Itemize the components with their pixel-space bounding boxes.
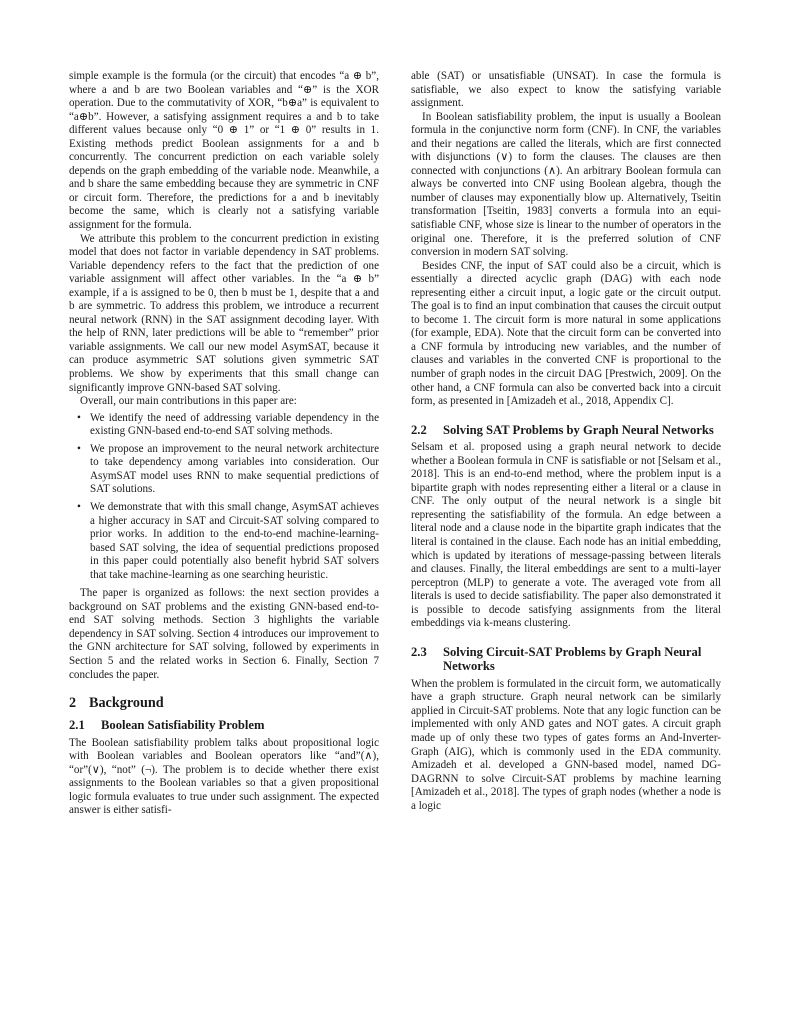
- subsection-title: Solving Circuit-SAT Problems by Graph Neural Networks: [443, 644, 702, 674]
- list-item: • We identify the need of addressing variable dependency in the existing GNN-based end-to-end SAT solving methods.: [90, 412, 379, 439]
- right-column: [411, 70, 721, 813]
- section-title: Background: [89, 695, 164, 712]
- subsection-title: Boolean Satisfiability Problem: [101, 718, 265, 733]
- section-number: 2: [69, 695, 77, 712]
- list-item: • We demonstrate that with this small change, AsymSAT achieves a higher accuracy in SAT and Circuit-SAT solving compared to prior works. In addition to the end-to-end machine-learning-based SAT solving, the idea of sequential predictions proposed in this paper could potentially also benefit hybrid SAT solvers that take machine-learning as one searching heuristic.: [90, 501, 379, 582]
- intro-paragraph-1: simple example is the formula (or the circuit) that encodes “a ⊕ b”, where a and b are two Boolean variables and “⊕” is the XOR operation. Due to the commutativity of XOR, “b⊕a” is equivalent to “a⊕b”. However, a satisfying assignment requires a and b to take different values because only “0 ⊕ 1” or “1 ⊕ 0” results in 1. Existing methods predict Boolean assignments for a and b concurrently. The concurrent prediction on each variable solely depends on the graph embedding of the variable node. Meanwhile, a and b share the same embedding because they are symmetric in CNF or circuit form. Therefore, the predictions for a and b inevitably become the same, which is clearly not a satisfying variable assignment for the formula.: [69, 70, 379, 232]
- subsection-number: 2.1: [69, 718, 85, 733]
- subsection-heading-2-1: [69, 718, 379, 733]
- subsection-number: 2.3: [411, 644, 427, 659]
- subsection-heading-2-3: [411, 645, 721, 674]
- subsection-number: 2.2: [411, 422, 427, 437]
- contributions-list: [69, 412, 379, 583]
- subsection-title: Solving SAT Problems by Graph Neural Networks: [443, 422, 714, 437]
- section-heading-background: [69, 695, 379, 712]
- section-2-1-paragraph-circuit: Besides CNF, the input of SAT could also be a circuit, which is essentially a directed acyclic graph (DAG) with each node representing either a circuit input, a logic gate or the circuit output. The goal is to find an input combination that causes the circuit output to become 1. The circuit form is more natural in some applications (for example, EDA). Note that the circuit form can be converted into a CNF formula by introducing new variables, and the number of clauses and variables in the converted CNF is proportional to the number of graph nodes in the circuit DAG [Prestwich, 2009]. On the other hand, a CNF formula can also be converted back into a circuit form, as presented in [Amizadeh et al., 2018, Appendix C].: [411, 259, 721, 408]
- section-2-1-paragraph-cnf: In Boolean satisfiability problem, the input is usually a Boolean formula in the conjunctive norm form (CNF). In CNF, the variables and their negations are called the literals, which are first connected with disjunctions (∨) to form the clauses. The clauses are then connected with conjunctions (∧). An arbitrary Boolean formula can always be converted into CNF using Boolean algebra, though the number of clauses may exponentially blow up. Alternatively, Tseitin transformation [Tseitin, 1983] converts a formula into an equi-satisfiable CNF, whose size is linear to the number of operators in the original one. Therefore, it is the preferred solution of CNF conversion in modern SAT solving.: [411, 110, 721, 259]
- intro-paragraph-3: Overall, our main contributions in this paper are:: [80, 395, 297, 408]
- intro-paragraph-4: The paper is organized as follows: the next section provides a background on SAT problems and the existing GNN-based end-to-end SAT solving methods. Section 3 highlights the variable dependency in SAT solving. Section 4 introduces our improvement to the GNN architecture for SAT solving, followed by experiments in Section 5 and the related works in Section 6. Finally, Section 7 concludes the paper.: [69, 587, 379, 681]
- section-2-1-paragraph: The Boolean satisfiability problem talks about propositional logic with Boolean variables and Boolean operators like “and”(∧), “or”(∨), “not” (¬). The problem is to decide whether there exist assignments to the Boolean variables so that a given propositional logic formula evaluates to true under such assignment. The expected answer is either satisfi-: [69, 736, 379, 817]
- section-2-3-paragraph: When the problem is formulated in the circuit form, we automatically have a graph structure. Graph neural network can be similarly applied in Circuit-SAT problems. Note that any logic function can be implemented with only AND gates and NOT gates. A circuit graph made up of only these two types of gates forms an And-Inverter-Graph (AIG), which is commonly used in the EDA community. Amizadeh et al. developed a GNN-based model, named DG-DAGRNN to solve Circuit-SAT problems by machine learning [Amizadeh et al., 2018]. The types of graph nodes (whether a node is a logic: [411, 677, 721, 812]
- subsection-heading-2-2: [411, 423, 721, 438]
- intro-paragraph-2: We attribute this problem to the concurrent prediction in existing model that does not factor in variable dependency in SAT problems. Variable dependency refers to the fact that the prediction of one variable assignment will affect other variables. In the “a ⊕ b” example, if a is assigned to be 0, then b must be 1, despite that a and b are symmetric. To address this problem, we introduce a recurrent neural network (RNN) in the SAT assignment decoding layer. With the help of RNN, later predictions will be able to “remember” prior variable assignments. We call our new model AsymSAT, because it can produce asymmetric SAT solutions given symmetric SAT problems. We show by experiments that this small change can significantly improve GNN-based SAT solving.: [69, 232, 379, 394]
- list-item: • We propose an improvement to the neural network architecture to take dependency among variables into consideration. Our AsymSAT model uses RNN to make sequential predictions of SAT solutions.: [90, 443, 379, 497]
- section-2-2-paragraph: Selsam et al. proposed using a graph neural network to decide whether a Boolean formula in CNF is satisfiable or not [Selsam et al., 2018]. This is an end-to-end method, where the problem input is a bipartite graph with nodes representing either a literal or a clause in CNF. The only output of the neural network is a single bit representing the satisfiability of the formula. An edge between a literal node and a clause node in the bipartite graph indicates that the literal is contained in the clause. Each node has an initial embedding, which is updated by iterations of message-passing between literals and clauses. Finally, the literal embeddings are sent to a multi-layer perceptron (MLP) to generate a vote. The averaged vote from all literals is used to decide satisfiability. The paper also demonstrated it is possible to decode satisfying assignments from the literal embeddings via k-means clustering.: [411, 441, 721, 630]
- section-2-1-paragraph-continued: able (SAT) or unsatisfiable (UNSAT). In case the formula is satisfiable, we also expect to know the satisfying variable assignment.: [411, 70, 721, 110]
- left-column: [69, 70, 379, 818]
